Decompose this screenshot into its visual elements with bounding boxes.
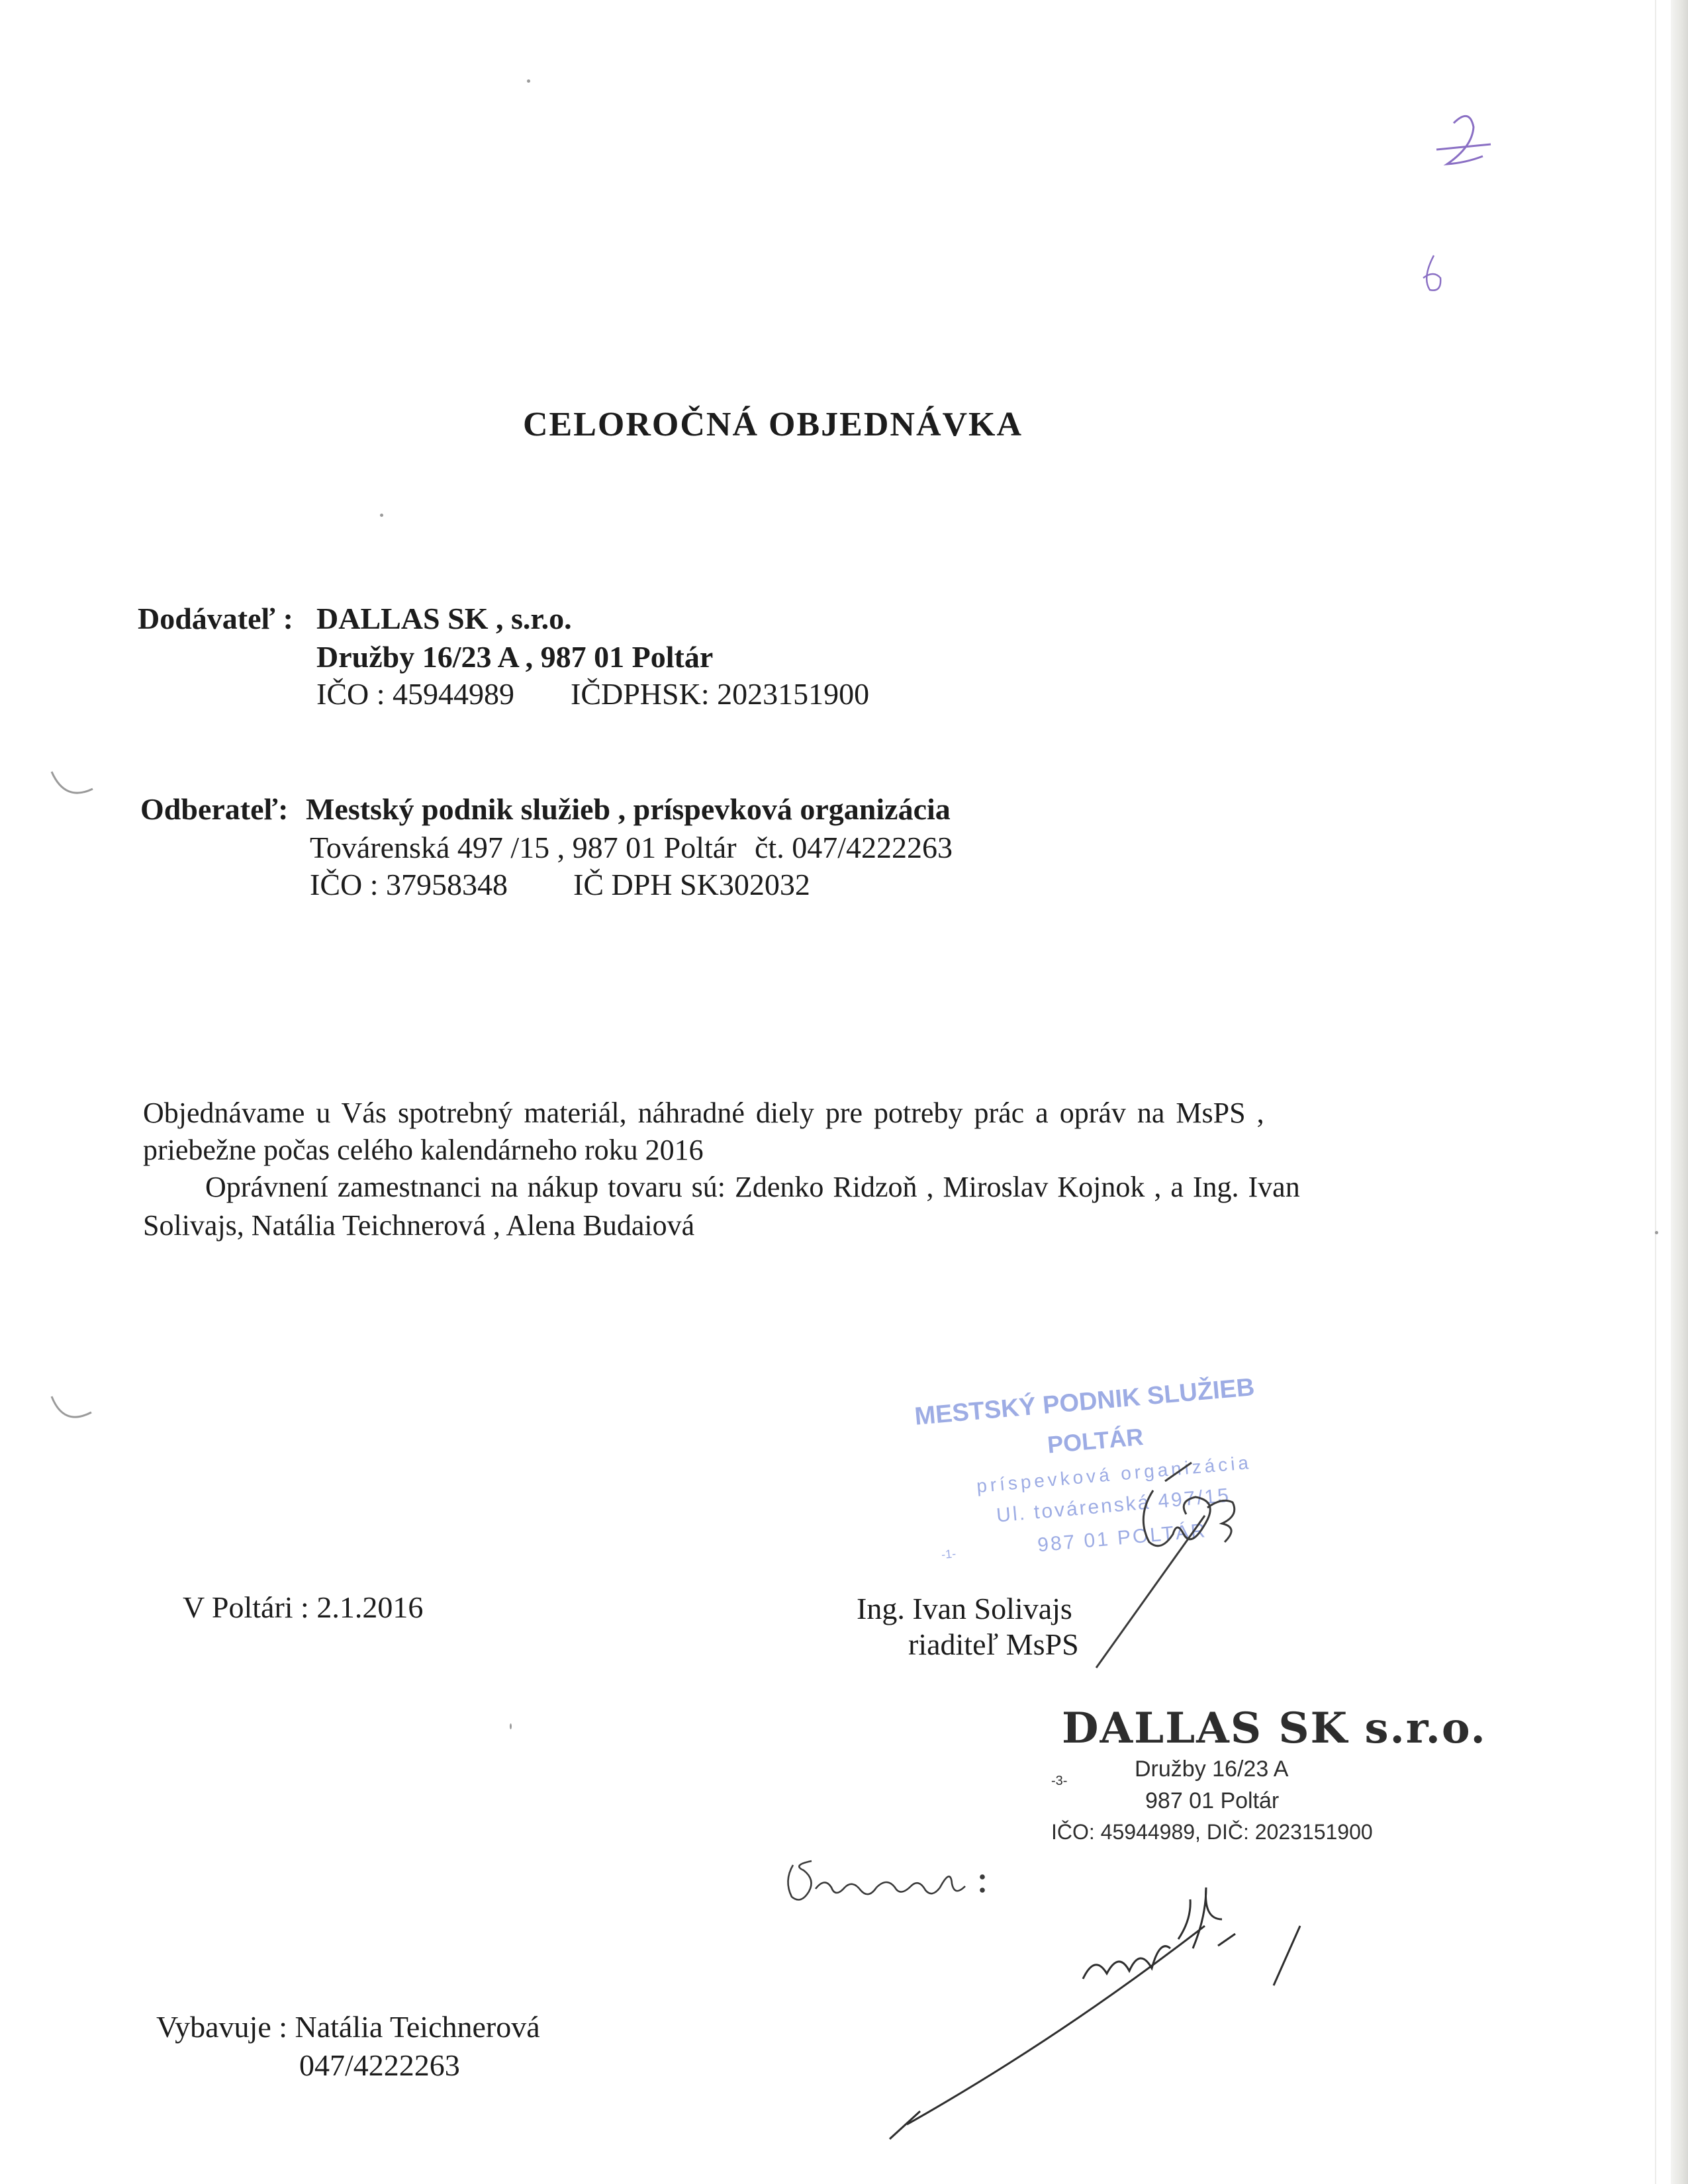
- supplier-label: Dodávateľ :: [138, 602, 293, 635]
- signatory-name: Ing. Ivan Solivajs: [857, 1592, 1072, 1625]
- punch-hole-mark: [52, 772, 93, 793]
- dallas-stamp-number: -3-: [1051, 1774, 1068, 1788]
- customer-label: Odberateľ:: [140, 792, 289, 826]
- msps-stamp-line3: príspevková organizácia: [975, 1451, 1253, 1497]
- signatory-title: riaditeľ MsPS: [908, 1627, 1079, 1661]
- supplier-name: DALLAS SK , s.r.o.: [316, 602, 572, 635]
- body-line-2: priebežne počas celého kalendárneho roku 2016: [143, 1134, 704, 1166]
- scan-edge: [1671, 0, 1688, 2184]
- customer-address: Továrenská 497 /15 , 987 01 Poltár: [310, 831, 737, 864]
- place-date: V Poltári : 2.1.2016: [183, 1590, 424, 1624]
- msps-stamp-line1: MESTSKÝ PODNIK SLUŽIEB: [914, 1373, 1256, 1431]
- punch-hole-mark: [52, 1396, 91, 1417]
- customer-ico: IČO : 37958348: [310, 868, 508, 901]
- handler-phone: 047/4222263: [299, 2048, 460, 2082]
- scan-speck: [1655, 1231, 1658, 1234]
- document-title: CELOROČNÁ OBJEDNÁVKA: [523, 406, 1023, 443]
- page-number-mark-small: [1423, 255, 1440, 291]
- supplier-ico: IČO : 45944989: [316, 677, 514, 711]
- scan-edge-line: [1655, 0, 1656, 2184]
- receipt-note-handwriting: [788, 1861, 984, 1900]
- msps-stamp-number: -1-: [941, 1547, 957, 1562]
- dallas-stamp-ids: IČO: 45944989, DIČ: 2023151900: [1051, 1820, 1373, 1844]
- supplier-icdph: IČDPHSK: 2023151900: [571, 677, 870, 711]
- msps-stamp-line5: 987 01 POLTÁR: [1037, 1520, 1208, 1557]
- supplier-address: Družby 16/23 A , 987 01 Poltár: [316, 640, 714, 674]
- scan-speck: [380, 514, 383, 517]
- receiver-signature: [890, 1888, 1300, 2139]
- customer-icdph: IČ DPH SK302032: [573, 868, 810, 901]
- handler-label: Vybavuje : Natália Teichnerová: [156, 2010, 540, 2044]
- body-line-3: Oprávnení zamestnanci na nákup tovaru sú: Zdenko Ridzoň , Miroslav Kojnok , a Ing. Ivan: [205, 1171, 1300, 1203]
- msps-stamp-line2: POLTÁR: [1046, 1423, 1145, 1459]
- dallas-stamp-address: Družby 16/23 A: [1135, 1756, 1289, 1782]
- dallas-stamp-city: 987 01 Poltár: [1145, 1788, 1280, 1813]
- customer-phone: čt. 047/4222263: [755, 831, 953, 864]
- page-number-mark: [1436, 116, 1491, 164]
- scan-speck: [527, 79, 530, 83]
- dallas-stamp-brand: DALLAS SK s.r.o.: [1062, 1704, 1487, 1753]
- body-line-4: Solivajs, Natália Teichnerová , Alena Budaiová: [143, 1209, 695, 1242]
- scan-speck: [510, 1723, 512, 1729]
- customer-name: Mestský podnik služieb , príspevková organizácia: [306, 792, 951, 826]
- msps-stamp-line4: Ul. továrenská 497/15: [995, 1484, 1232, 1527]
- body-line-1: Objednávame u Vás spotrebný materiál, náhradné diely pre potreby prác a opráv na MsPS ,: [143, 1097, 1264, 1129]
